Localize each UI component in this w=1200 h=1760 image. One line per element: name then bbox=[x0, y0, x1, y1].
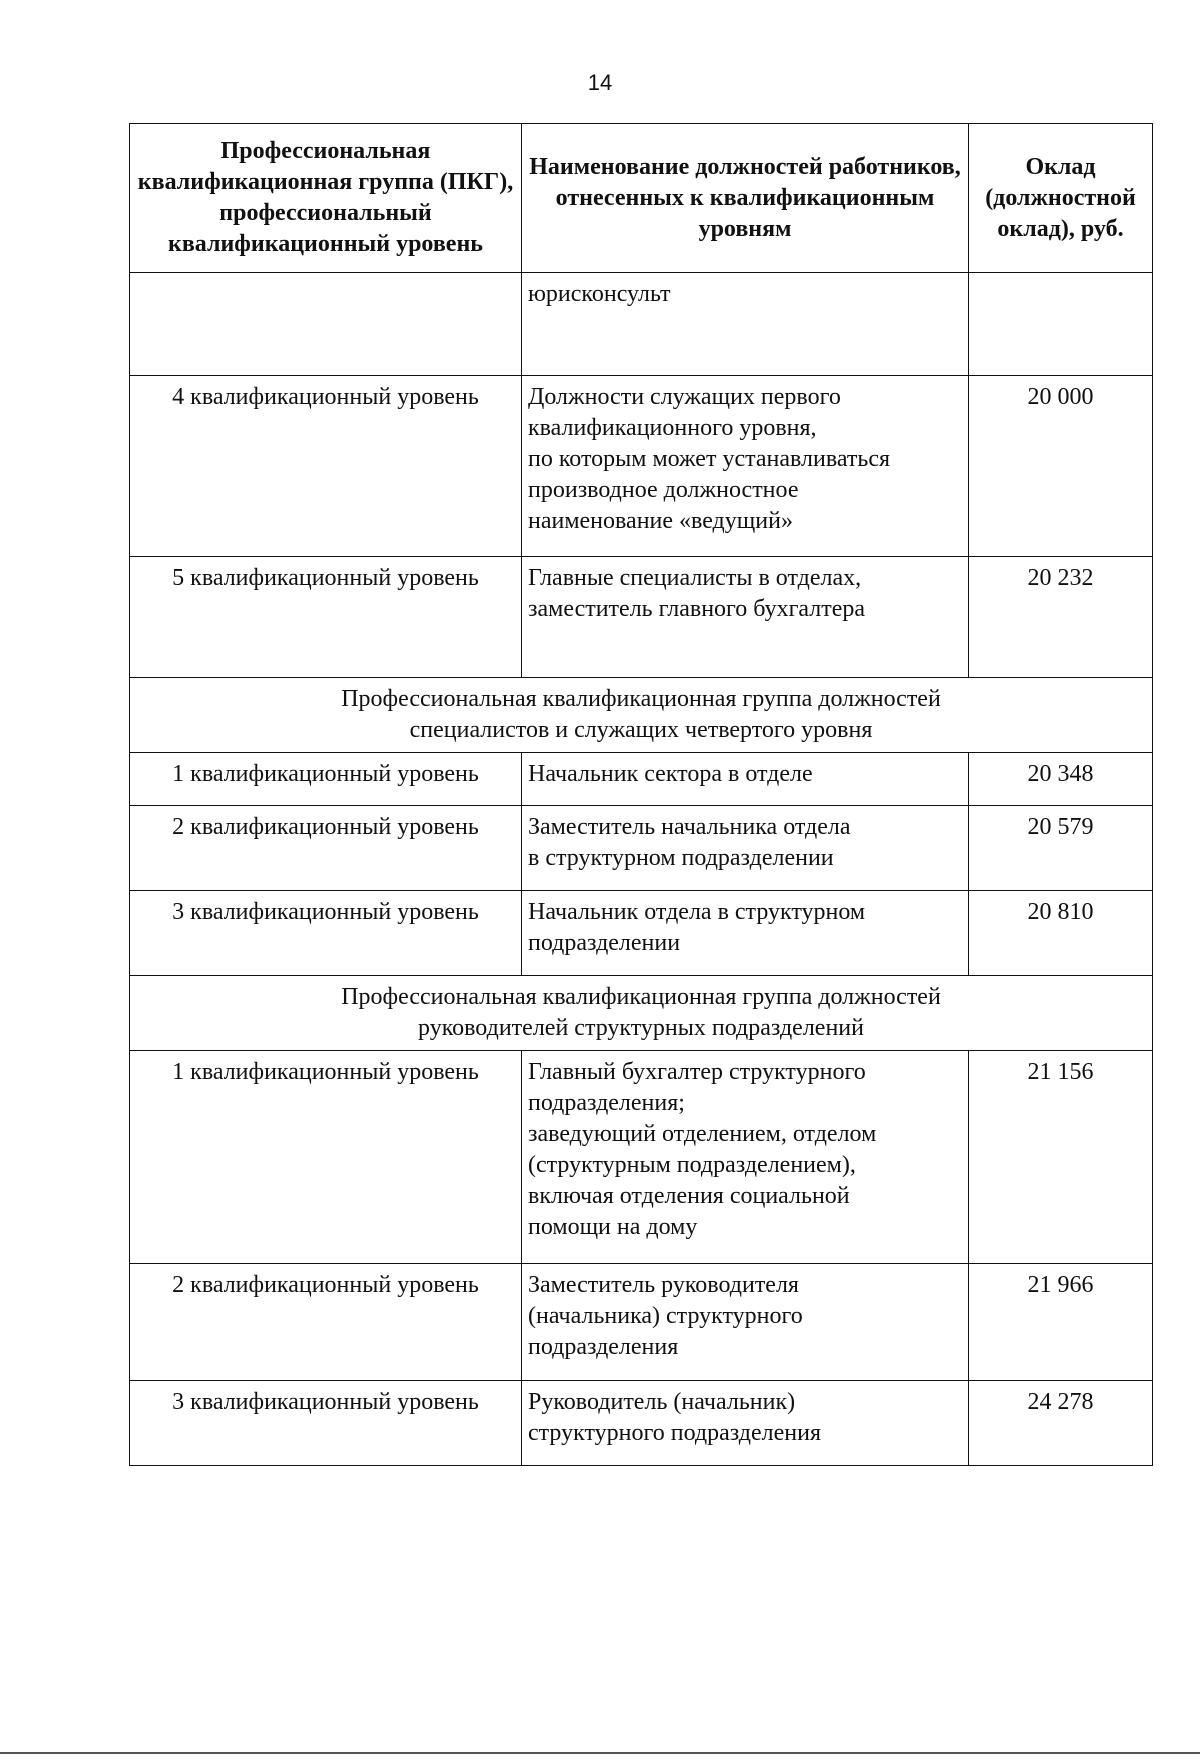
salary-cell: 20 000 bbox=[969, 376, 1153, 557]
group-title-row bbox=[130, 976, 1153, 1051]
table-row bbox=[130, 1264, 1153, 1381]
positions-cell: Должности служащих первого квалификационного уровня, по которым может устанавливаться производное должностное наименование «ведущий» bbox=[522, 376, 969, 557]
table-row bbox=[130, 557, 1153, 678]
scan-edge-line bbox=[0, 1752, 1200, 1754]
table-row bbox=[130, 753, 1153, 806]
group-title: Профессиональная квалификационная группа должностей руководителей структурных подразделений bbox=[130, 976, 1153, 1051]
table-row bbox=[130, 1051, 1153, 1264]
salary-cell: 21 156 bbox=[969, 1051, 1153, 1264]
level-cell: 3 квалификационный уровень bbox=[130, 891, 522, 976]
table-header-row bbox=[130, 124, 1153, 273]
page-number: 14 bbox=[587, 70, 613, 95]
level-cell: 1 квалификационный уровень bbox=[130, 753, 522, 806]
group-title: Профессиональная квалификационная группа должностей специалистов и служащих четвертого уровня bbox=[130, 678, 1153, 753]
positions-cell: Заместитель начальника отдела в структурном подразделении bbox=[522, 806, 969, 891]
table-row bbox=[130, 376, 1153, 557]
salary-cell: 20 232 bbox=[969, 557, 1153, 678]
level-cell: 1 квалификационный уровень bbox=[130, 1051, 522, 1264]
salary-cell: 24 278 bbox=[969, 1381, 1153, 1466]
positions-cell: Начальник сектора в отделе bbox=[522, 753, 969, 806]
level-cell: 2 квалификационный уровень bbox=[130, 1264, 522, 1381]
salary-table bbox=[129, 123, 1153, 1466]
table-row bbox=[130, 806, 1153, 891]
table-row bbox=[130, 1381, 1153, 1466]
positions-cell: Начальник отдела в структурном подразделении bbox=[522, 891, 969, 976]
salary-cell: 20 348 bbox=[969, 753, 1153, 806]
salary-cell: 21 966 bbox=[969, 1264, 1153, 1381]
table-row bbox=[130, 273, 1153, 376]
positions-cell: Главный бухгалтер структурного подразделения; заведующий отделением, отделом (структурным подразделением), включая отделения социальной помощи на дому bbox=[522, 1051, 969, 1264]
positions-cell: юрисконсульт bbox=[522, 273, 969, 376]
level-cell: 5 квалификационный уровень bbox=[130, 557, 522, 678]
salary-cell bbox=[969, 273, 1153, 376]
level-cell: 3 квалификационный уровень bbox=[130, 1381, 522, 1466]
group-title-row bbox=[130, 678, 1153, 753]
header-positions: Наименование должностей работников, отнесенных к квалификационным уровням bbox=[522, 124, 969, 273]
level-cell: 4 квалификационный уровень bbox=[130, 376, 522, 557]
table-row bbox=[130, 891, 1153, 976]
positions-cell: Руководитель (начальник) структурного подразделения bbox=[522, 1381, 969, 1466]
header-salary: Оклад (должностной оклад), руб. bbox=[969, 124, 1153, 273]
header-group-level: Профессиональная квалификационная группа (ПКГ), профессиональный квалификационный уровень bbox=[130, 124, 522, 273]
positions-cell: Заместитель руководителя (начальника) структурного подразделения bbox=[522, 1264, 969, 1381]
salary-cell: 20 810 bbox=[969, 891, 1153, 976]
positions-cell: Главные специалисты в отделах, заместитель главного бухгалтера bbox=[522, 557, 969, 678]
level-cell: 2 квалификационный уровень bbox=[130, 806, 522, 891]
salary-cell: 20 579 bbox=[969, 806, 1153, 891]
level-cell bbox=[130, 273, 522, 376]
